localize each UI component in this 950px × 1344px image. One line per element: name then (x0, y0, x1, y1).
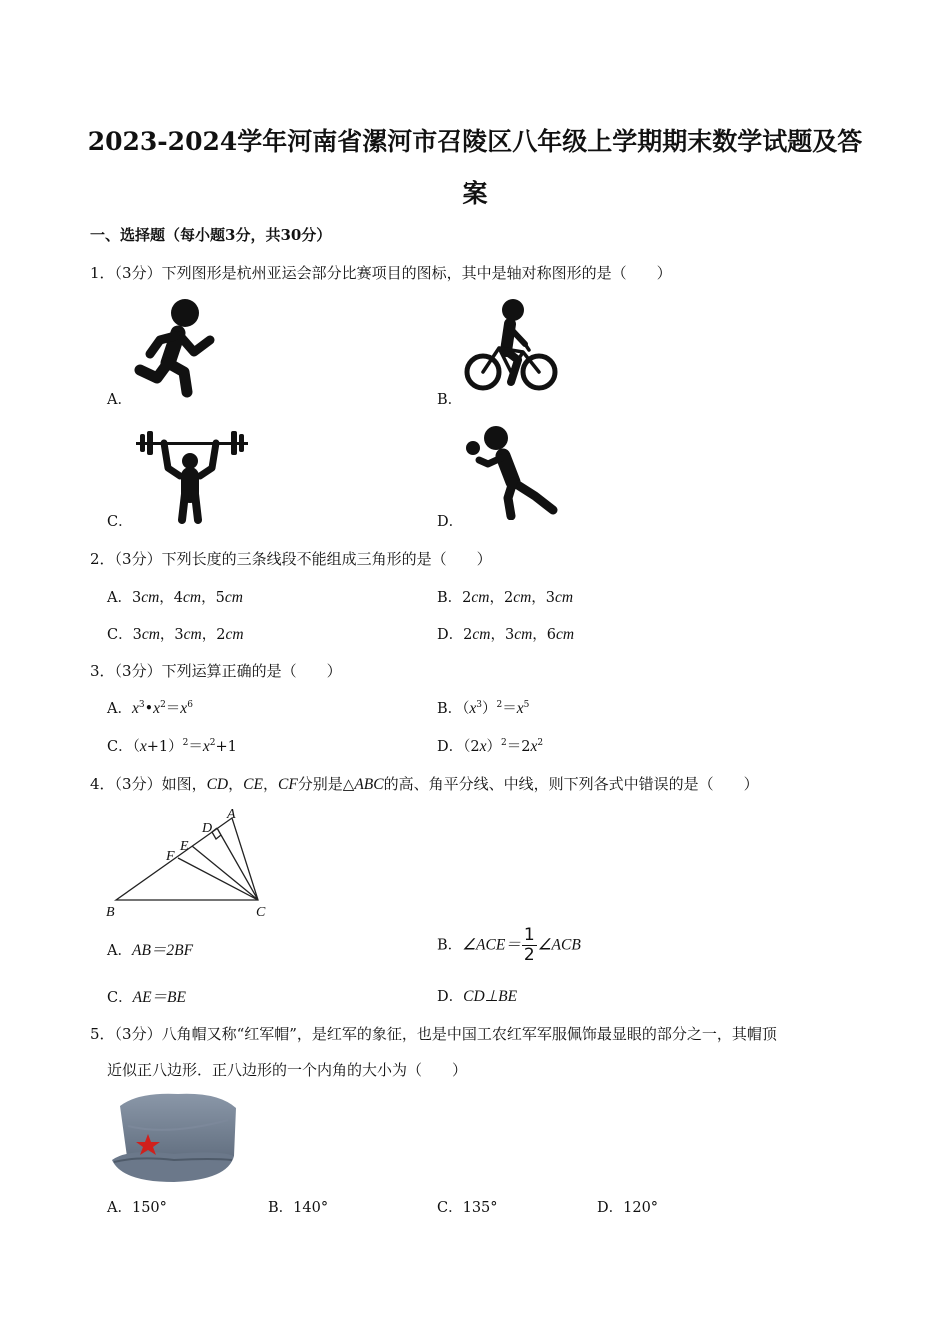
weightlifting-icon (136, 428, 248, 524)
point-c-label: C (256, 905, 266, 920)
q5-option-d: D．120° (597, 1200, 659, 1216)
q5-stem-line-2: 近似正八边形．正八边形的一个内角的大小为（ ） (107, 1061, 468, 1079)
q2-stem: 2．（3分）下列长度的三条线段不能组成三角形的是（ ） (90, 550, 492, 568)
red-army-cap-image (108, 1090, 240, 1186)
q4-option-c: C．AE＝BE (107, 989, 186, 1006)
page-title (60, 116, 890, 220)
q3-option-a: A．$x^3•x^2=x^6$ (107, 700, 193, 717)
section-heading: 一、选择题（每小题3分，共30分） (90, 226, 332, 244)
cycling-icon (463, 296, 563, 400)
q1-option-c: C． (107, 514, 133, 530)
q5-stem-line-1: 5．（3分）八角帽又称“红军帽”，是红军的象征，也是中国工农红军军服佩饰最显眼的部分之一，其帽顶 (90, 1025, 777, 1043)
q2-option-b: B．2cm，2cm，3cm (437, 589, 574, 606)
q1-option-a: A． (107, 392, 132, 408)
q4-option-a: A．AB＝2BF (107, 942, 194, 959)
triangle-figure (100, 804, 280, 922)
q4-stem: 4．（3分）如图，CD，CE，CF分别是△ABC的高、角平分线、中线，则下列各式中错误的是（ ） (90, 775, 759, 793)
q2-option-a: A．3cm，4cm，5cm (107, 589, 243, 606)
q2-option-d: D．2cm，3cm，6cm (437, 626, 575, 643)
point-f-label: F (166, 849, 175, 864)
q4-option-d: D．CD⊥BE (437, 988, 518, 1005)
point-d-label: D (202, 821, 213, 836)
q5-option-a: A．150° (107, 1200, 167, 1216)
point-e-label: E (180, 839, 189, 854)
q3-stem: 3．（3分）下列运算正确的是（ ） (90, 662, 342, 680)
q4-option-b: B．∠ACE＝ $\frac{1}{2}$ ∠ACB (437, 925, 581, 965)
q3-option-d: D．$(2x)^2=2x^2$ (437, 738, 544, 755)
running-icon (130, 296, 220, 400)
point-b-label: B (106, 905, 115, 920)
q3-option-c: C．$(x+1)^2=x^2+1$ (107, 738, 237, 755)
q1-option-b: B． (437, 392, 463, 408)
point-a-label: A (227, 807, 236, 822)
q5-option-b: B．140° (268, 1200, 329, 1216)
q1-stem: 1．（3分）下列图形是杭州亚运会部分比赛项目的图标，其中是轴对称图形的是（ ） (90, 264, 672, 282)
volleyball-icon (463, 424, 563, 520)
title-line-1: 2023-2024学年河南省漯河市召陵区八年级上学期期末数学试题及答 (87, 127, 863, 156)
q1-option-d: D． (437, 514, 464, 530)
title-line-2: 案 (462, 179, 488, 208)
q3-option-b: B．$(x^3)^2=x^5$ (437, 700, 530, 717)
q5-option-c: C．135° (437, 1200, 498, 1216)
q2-option-c: C．3cm，3cm，2cm (107, 626, 244, 643)
